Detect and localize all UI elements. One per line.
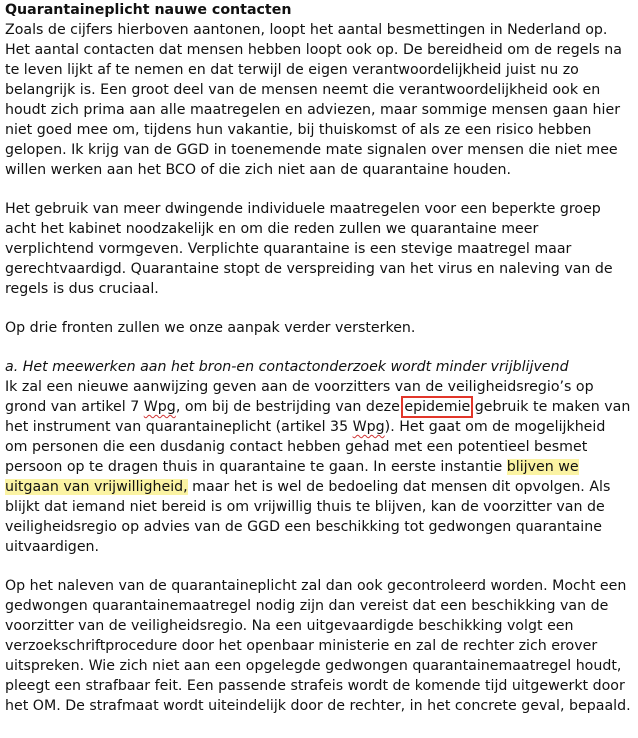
paragraph-policy: Het gebruik van meer dwingende individuele maatregelen voor een beperkte groep acht het kabinet noodzakelijk en om die reden zullen we quarantaine meer verplichtend vormgeven. Verplichte quarantaine is een stevige maatregel maar gerechtvaardigd. Quarantaine stopt de verspreiding van het virus en naleving van de regels is dus cruciaal.: [5, 201, 613, 297]
section-title: Quarantaineplicht nauwe contacten: [5, 2, 292, 18]
paragraph-intro: Zoals de cijfers hierboven aantonen, loopt het aantal besmettingen in Nederland op. Het aantal contacten dat mensen hebben loopt ook op. De bereidheid om de regels na te leven lijkt af te nemen en dat terwijl de eigen verantwoordelijkheid juist nu zo belangrijk is. Een groot deel van de mensen neemt die verantwoordelijkheid ook en houdt zich prima aan alle maatregelen en adviezen, maar sommige mensen gaan hier niet goed mee om, tijdens hun vakantie, bij thuiskomst of als ze een risico hebben gelopen. Ik krijg van de GGD in toenemende mate signalen over mensen die niet mee willen werken aan het BCO of die zich niet aan de quarantaine houden.: [5, 22, 622, 178]
paragraph-enforcement: Op het naleven van de quarantaineplicht zal dan ook gecontroleerd worden. Mocht een gedwongen quarantainemaatregel nodig zijn dan vereist dat een beschikking van de voorzitter van de veiligheidsregio. Na een uitgevaardigde beschikking volgt een verzoekschriftprocedure door het openbaar ministerie en zal de rechter zich erover uitspreken. Wie zich niet aan een opgelegde gedwongen quarantainemaatregel houdt, pleegt een strafbaar feit. Een passende strafeis wordt de komende tijd uitgewerkt door het OM. De strafmaat wordt uiteindelijk door de rechter, in het concrete geval, bepaald.: [5, 578, 631, 714]
section-a-heading: a. Het meewerken aan het bron-en contactonderzoek wordt minder vrijblijvend: [5, 359, 569, 375]
text-run: ). Het gaat om de mogelijkheid om personen die een dusdanig contact hebben gehad met een potentieel besmet persoon op te dragen thuis in quarantaine te gaan. In eerste instantie: [5, 419, 606, 475]
text-run: gebruik te maken van het instrument van quarantaineplicht (artikel 35: [5, 399, 631, 435]
highlighted-phrase[interactable]: blijven we uitgaan van vrijwilligheid,: [5, 459, 579, 495]
text-run: , om bij de bestrijding van deze: [175, 399, 405, 415]
text-run: Ik zal een nieuwe aanwijzing geven aan de voorzitters van de veiligheidsregio’s op grond van artikel 7: [5, 379, 594, 415]
spellcheck-word-wpg[interactable]: Wpg: [143, 399, 176, 415]
spellcheck-word-wpg[interactable]: Wpg: [352, 419, 385, 435]
paragraph-fronts: Op drie fronten zullen we onze aanpak verder versterken.: [5, 320, 416, 336]
text-run: maar het is wel de bedoeling dat mensen dit opvolgen. Als blijkt dat iemand niet bereid is om vrijwillig thuis te blijven, kan de voorzitter van de veiligheidsregio op advies van de GGD een beschikking tot gedwongen quarantaine uitvaardigen.: [5, 479, 611, 555]
paragraph-section-a: [5, 357, 631, 557]
document-page: [5, 0, 631, 735]
boxed-word-epidemie[interactable]: epidemie: [404, 399, 471, 415]
